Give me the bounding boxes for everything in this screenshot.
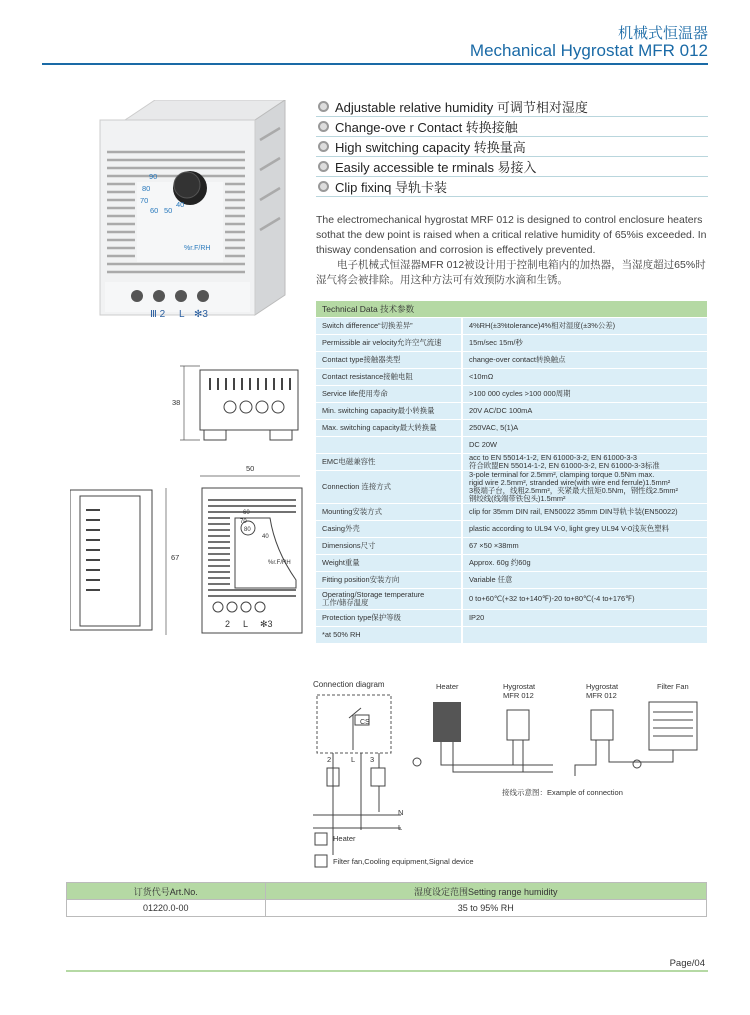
tech-key: Contact type接触器类型 [316, 351, 462, 368]
scale-40: 40 [176, 200, 185, 209]
tech-key: Connection 连接方式 [316, 470, 462, 503]
tech-value: clip for 35mm DIN rail, EN50022 35mm DIN导轨卡装(EN50022) [462, 503, 707, 520]
tech-value: change-over contact转换触点 [462, 351, 707, 368]
tech-key: Contact resistance接触电阻 [316, 368, 462, 385]
diagram-cs: CS [360, 719, 370, 726]
feature-item: Clip fixinq 导轨卡装 [316, 177, 708, 197]
tech-row [316, 402, 707, 419]
unit-label: %r.F/RH [184, 245, 211, 252]
tech-value: 20V AC/DC 100mA [462, 402, 707, 419]
feature-list [316, 97, 708, 197]
footer-rule [66, 970, 708, 972]
tech-row [316, 419, 707, 436]
diagram-title: Connection diagram [313, 680, 385, 689]
label-heater: Heater [436, 682, 459, 691]
dim-50: 50 [246, 464, 255, 473]
tech-key: Weight重量 [316, 554, 462, 571]
diagram-tl: L [351, 755, 356, 764]
diagram-t2: 2 [327, 755, 332, 764]
drawing-terminal-3: ✻3 [260, 619, 273, 629]
scale-70: 70 [140, 196, 149, 205]
product-image [95, 100, 290, 325]
tech-value: Variable 任意 [462, 571, 707, 588]
feature-item: Easily accessible te rminals 易接入 [316, 157, 708, 177]
scale-90: 90 [149, 172, 158, 181]
terminal-2: Ⅲ 2 [150, 309, 166, 320]
terminal-3: ✻3 [194, 309, 208, 320]
feature-item: Adjustable relative humidity 可调节相对湿度 [316, 97, 708, 117]
dim-67: 67 [171, 553, 180, 562]
drawing-unit: %r.F/RH [268, 560, 291, 566]
tech-key: Operating/Storage temperature 工作/储存温度 [316, 588, 462, 609]
tech-row [316, 554, 707, 571]
tech-row [316, 368, 707, 385]
tech-key: EMC电磁兼容性 [316, 453, 462, 470]
header-title-cn: 机械式恒温器 [617, 25, 708, 42]
label-hyg2: Hygrostat MFR 012 [586, 682, 619, 700]
tech-row [316, 436, 707, 453]
drawing-scale-70: 70 [240, 519, 247, 525]
label-fan: Filter Fan [657, 682, 689, 691]
label-hyg1: Hygrostat MFR 012 [503, 682, 536, 700]
header-rule [42, 63, 708, 65]
tech-value: acc to EN 55014-1-2, EN 61000-3-2, EN 61000-3-3 符合欧盟EN 55014-1-2, EN 61000-3-2, EN 61000-3-3标准 [462, 453, 707, 470]
order-table [66, 882, 707, 917]
tech-row [316, 470, 707, 503]
tech-row [316, 537, 707, 554]
drawing-scale-40: 40 [262, 534, 269, 540]
tech-key: Switch difference“切换差异” [316, 317, 462, 334]
bullet-icon [318, 161, 329, 172]
tech-title: Technical Data 技术参数 [316, 301, 707, 317]
tech-value: 250VAC, 5(1)A [462, 419, 707, 436]
tech-row [316, 626, 707, 643]
dim-38: 38 [172, 398, 181, 407]
tech-key [316, 436, 462, 453]
header-title-en: Mechanical Hygrostat MFR 012 [469, 41, 708, 60]
order-range: 35 to 95% RH [265, 900, 706, 917]
bullet-icon [318, 101, 329, 112]
tech-row [316, 334, 707, 351]
tech-key: Min. switching capacity最小转换量 [316, 402, 462, 419]
drawing-terminal-l: L [243, 619, 249, 629]
tech-key: Max. switching capacity最大转换量 [316, 419, 462, 436]
description-cn: 电子机械式恒湿器MFR 012被设计用于控制电箱内的加热器，当湿度超过65%时湿气将会被排除。用这种方法可有效预防水滴和生锈。 [316, 259, 706, 286]
tech-value: 3-pole terminal for 2.5mm², clamping torque 0.5Nm max. rigid wire 2.5mm², stranded wire(with wire end ferrule)1.5mm² 3极端子台，线粗2.5mm²，夹紧最大扭矩0.5Nm，钢性线2.5mm² 钢绞线(线端带铁包头)1.5mm² [462, 470, 707, 503]
tech-value: plastic according to UL94 V-0, light grey UL94 V-0浅灰色塑料 [462, 520, 707, 537]
scale-50: 50 [164, 206, 173, 215]
diagram-l: L [398, 823, 403, 832]
drawing-terminal-2: 2 [225, 619, 231, 629]
tech-row [316, 571, 707, 588]
tech-row [316, 453, 707, 470]
tech-value: Approx. 60g 约60g [462, 554, 707, 571]
tech-key: Protection type保护等级 [316, 609, 462, 626]
tech-row [316, 609, 707, 626]
tech-value: >100 000 cycles >100 000周期 [462, 385, 707, 402]
scale-60: 60 [150, 206, 159, 215]
tech-value: <10mΩ [462, 368, 707, 385]
bullet-icon [318, 181, 329, 192]
tech-value: 0 to+60℃(+32 to+140℉)-20 to+80℃(-4 to+176℉) [462, 588, 707, 609]
terminal-l: L [179, 309, 185, 320]
legend-fan: Filter fan,Cooling equipment,Signal device [333, 857, 474, 866]
example-caption: 接线示意图：Example of connection [502, 788, 623, 797]
tech-row [316, 317, 707, 334]
page-number: Page/04 [669, 958, 705, 969]
tech-row [316, 520, 707, 537]
tech-row [316, 351, 707, 368]
diagram-n: N [398, 808, 404, 817]
front-view-drawing [70, 470, 310, 640]
tech-value: 15m/sec 15m/秒 [462, 334, 707, 351]
order-header-artno: 订货代号Art.No. [67, 883, 266, 900]
tech-key: Dimensions尺寸 [316, 537, 462, 554]
tech-key: Fitting position安装方向 [316, 571, 462, 588]
feature-item: Change-ove r Contact 转换接触 [316, 117, 708, 137]
drawing-scale-60: 60 [243, 510, 250, 516]
tech-key: *at 50% RH [316, 626, 462, 643]
legend-heater: Heater [333, 834, 356, 843]
feature-item: High switching capacity 转换量高 [316, 137, 708, 157]
drawing-scale-80: 80 [244, 527, 251, 533]
tech-key: Casing外壳 [316, 520, 462, 537]
order-artno: 01220.0-00 [67, 900, 266, 917]
order-header-range: 湿度设定范围Setting range humidity [265, 883, 706, 900]
tech-table [316, 301, 707, 644]
diagram-t3: 3 [370, 755, 375, 764]
connection-diagram [313, 690, 713, 875]
top-view-drawing [170, 360, 310, 445]
description-en: The electromechanical hygrostat MRF 012 is designed to control enclosure heaters sothat the dew point is raised when a critical relative humidity of 65%is exceeded. In thisway condensation and corrosion is effectively prevented. [316, 214, 707, 256]
tech-key: Mounting安装方式 [316, 503, 462, 520]
scale-80: 80 [142, 184, 151, 193]
tech-value: IP20 [462, 609, 707, 626]
bullet-icon [318, 141, 329, 152]
bullet-icon [318, 121, 329, 132]
description [316, 213, 711, 288]
tech-row [316, 385, 707, 402]
tech-value: DC 20W [462, 436, 707, 453]
tech-key: Permissible air velocity允许空气流速 [316, 334, 462, 351]
tech-value [462, 626, 707, 643]
tech-value: 4%RH(±3%tolerance)4%相对湿度(±3%公差) [462, 317, 707, 334]
tech-key: Service life使用寿命 [316, 385, 462, 402]
tech-value: 67 ×50 ×38mm [462, 537, 707, 554]
tech-row [316, 588, 707, 609]
tech-row [316, 503, 707, 520]
